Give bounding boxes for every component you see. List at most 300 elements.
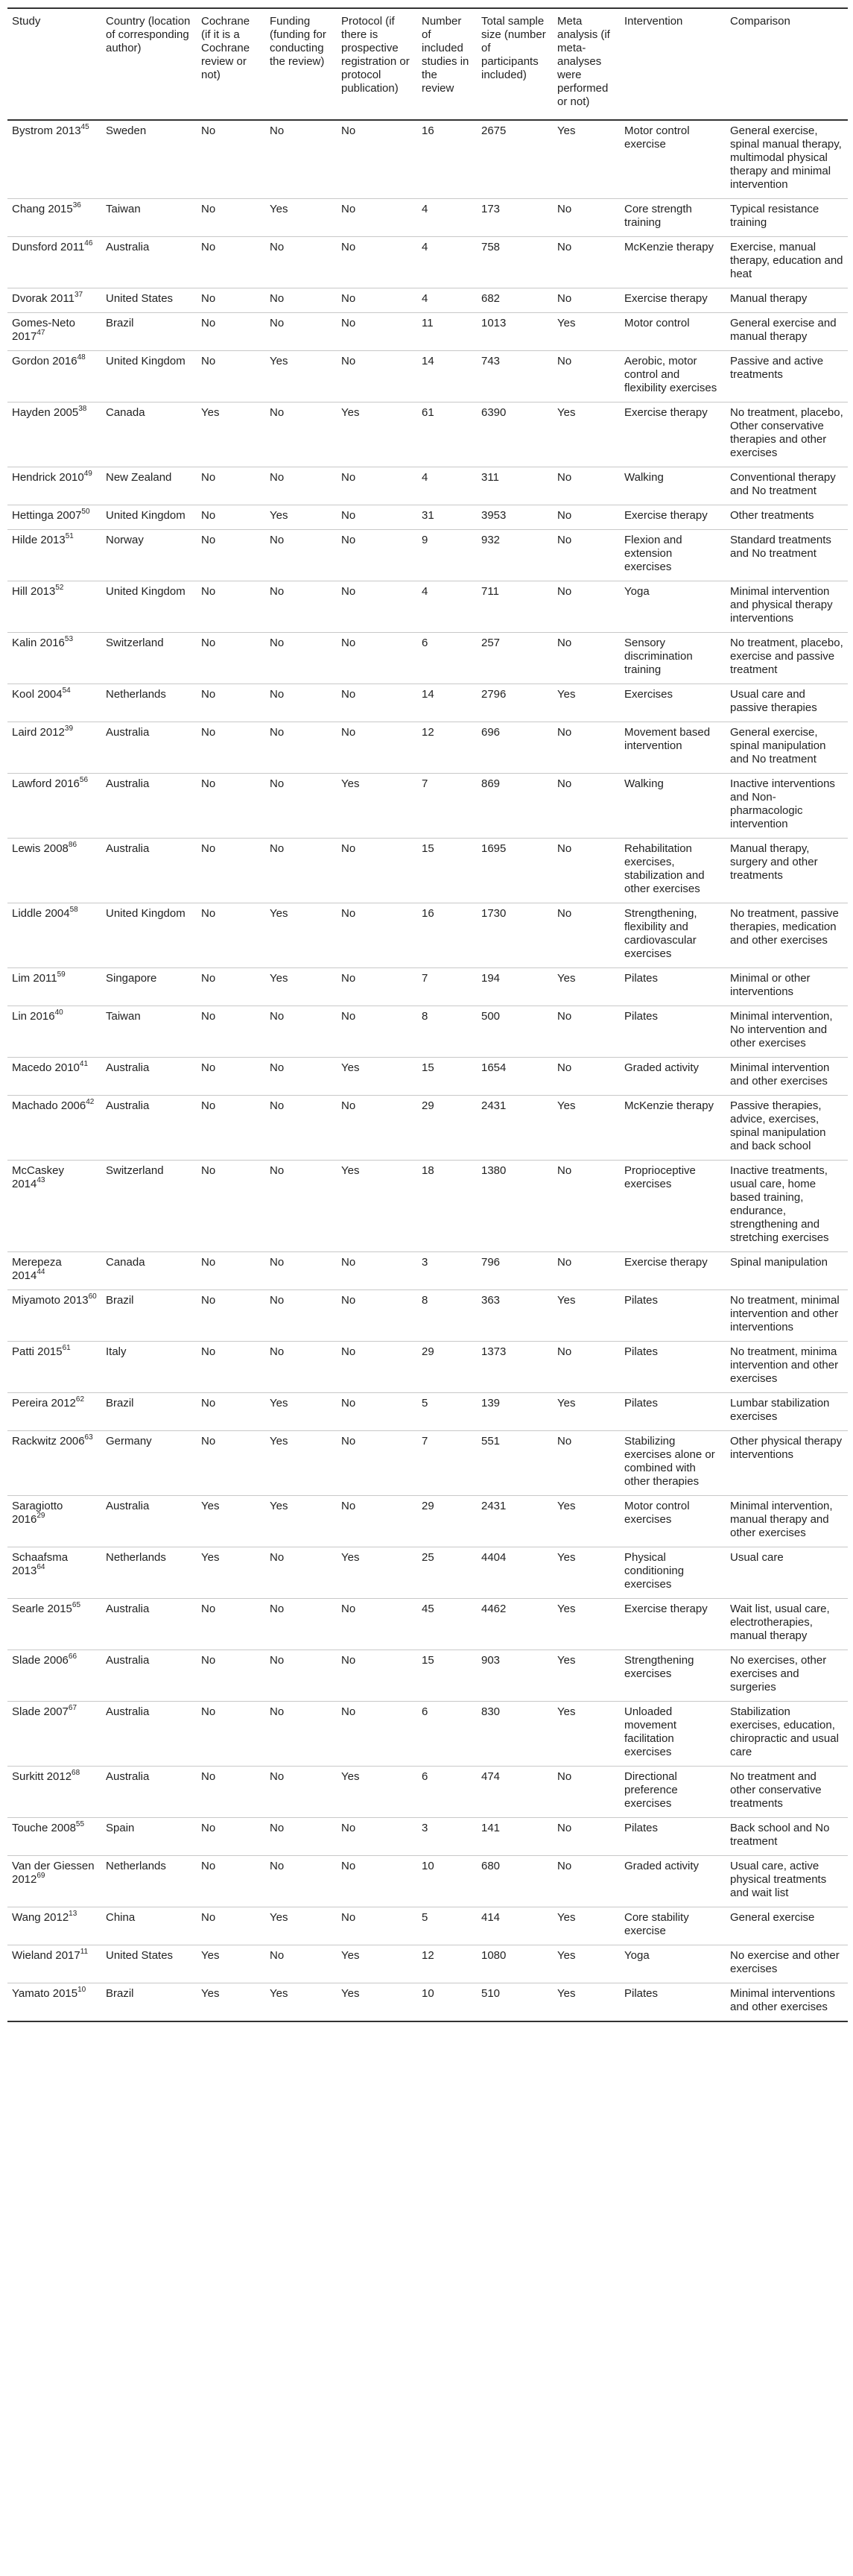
n-studies-cell: 3 [417,1818,477,1856]
cochrane-cell: No [197,1096,265,1161]
table-row [7,1547,848,1599]
sample-cell: 796 [477,1252,553,1290]
comparison-cell: General exercise, spinal manual therapy, multimodal physical therapy and minimal intervention [726,120,848,199]
study-cell [7,402,101,467]
country-cell: Brazil [101,313,197,351]
study-name: Lim 2011 [12,972,57,985]
n-studies-cell: 14 [417,684,477,722]
n-studies-cell: 6 [417,1767,477,1818]
study-name: Dvorak 2011 [12,292,74,305]
meta-cell: No [553,237,620,288]
funding-cell: No [265,402,337,467]
sample-cell: 1654 [477,1058,553,1096]
comparison-cell: Minimal intervention, manual therapy and other exercises [726,1496,848,1547]
table-row [7,505,848,530]
reference-number: 29 [37,1512,45,1520]
cochrane-cell: No [197,237,265,288]
study-name: Van der Giessen 2012 [12,1860,95,1886]
comparison-cell: Back school and No treatment [726,1818,848,1856]
funding-cell: No [265,120,337,199]
meta-cell: No [553,1342,620,1393]
protocol-cell: No [337,313,417,351]
comparison-cell: General exercise [726,1907,848,1945]
funding-cell: No [265,1096,337,1161]
intervention-cell: Strengthening exercises [620,1650,726,1702]
intervention-cell: Pilates [620,1290,726,1342]
sample-cell: 474 [477,1767,553,1818]
comparison-cell: Conventional therapy and No treatment [726,467,848,505]
country-cell: Canada [101,402,197,467]
table-row [7,199,848,237]
meta-cell: Yes [553,1547,620,1599]
table-row [7,1431,848,1496]
country-cell: Brazil [101,1983,197,2022]
n-studies-cell: 12 [417,1945,477,1983]
comparison-cell: Minimal intervention and other exercises [726,1058,848,1096]
reference-number: 42 [86,1098,95,1106]
comparison-cell: Minimal interventions and other exercises [726,1983,848,2022]
funding-cell: No [265,774,337,839]
sample-cell: 311 [477,467,553,505]
header-cell: Total sample size (number of participants included) [477,8,553,120]
header-cell: Comparison [726,8,848,120]
intervention-cell: Exercise therapy [620,505,726,530]
study-name: Kool 2004 [12,688,63,701]
study-name: Hettinga 2007 [12,509,82,522]
comparison-cell: Minimal intervention, No intervention and other exercises [726,1006,848,1058]
comparison-cell: Wait list, usual care, electrotherapies, manual therapy [726,1599,848,1650]
meta-cell: Yes [553,1702,620,1767]
comparison-cell: No treatment, placebo, exercise and passive treatment [726,633,848,684]
reference-number: 39 [64,724,74,733]
sample-cell: 696 [477,722,553,774]
country-cell: Australia [101,1496,197,1547]
sample-cell: 141 [477,1818,553,1856]
intervention-cell: Movement based intervention [620,722,726,774]
funding-cell: No [265,1767,337,1818]
protocol-cell: No [337,1096,417,1161]
study-cell [7,684,101,722]
n-studies-cell: 3 [417,1252,477,1290]
sample-cell: 830 [477,1702,553,1767]
cochrane-cell: No [197,1252,265,1290]
study-cell [7,633,101,684]
comparison-cell: No treatment, minimal intervention and other interventions [726,1290,848,1342]
country-cell: Spain [101,1818,197,1856]
meta-cell: Yes [553,1907,620,1945]
study-cell [7,1702,101,1767]
n-studies-cell: 29 [417,1342,477,1393]
country-cell: Australia [101,1096,197,1161]
reference-number: 49 [83,470,92,478]
cochrane-cell: No [197,530,265,581]
country-cell: United Kingdom [101,505,197,530]
protocol-cell: No [337,1252,417,1290]
meta-cell: No [553,839,620,903]
protocol-cell: Yes [337,1547,417,1599]
cochrane-cell: No [197,774,265,839]
cochrane-cell: No [197,467,265,505]
protocol-cell: No [337,120,417,199]
reference-number: 56 [79,776,89,784]
study-name: Kalin 2016 [12,637,65,649]
cochrane-cell: No [197,1856,265,1907]
comparison-cell: Exercise, manual therapy, education and heat [726,237,848,288]
cochrane-cell: No [197,1650,265,1702]
comparison-cell: Minimal or other interventions [726,968,848,1006]
table-row [7,903,848,968]
sample-cell: 363 [477,1290,553,1342]
study-cell [7,1342,101,1393]
meta-cell: Yes [553,1983,620,2022]
study-name: Liddle 2004 [12,907,70,920]
intervention-cell: Graded activity [620,1058,726,1096]
reference-number: 38 [78,405,87,413]
sample-cell: 2675 [477,120,553,199]
intervention-cell: Walking [620,467,726,505]
n-studies-cell: 4 [417,288,477,313]
study-cell [7,1547,101,1599]
intervention-cell: Graded activity [620,1856,726,1907]
reference-number: 65 [72,1601,81,1609]
n-studies-cell: 12 [417,722,477,774]
header-cell: Meta analysis (if meta-analyses were performed or not) [553,8,620,120]
study-cell [7,120,101,199]
protocol-cell: No [337,1856,417,1907]
country-cell: United Kingdom [101,581,197,633]
table-row [7,633,848,684]
study-name: Wang 2012 [12,1911,69,1924]
study-name: Miyamoto 2013 [12,1294,89,1307]
intervention-cell: McKenzie therapy [620,237,726,288]
n-studies-cell: 29 [417,1096,477,1161]
study-cell [7,1983,101,2022]
header-cell: Intervention [620,8,726,120]
sample-cell: 1730 [477,903,553,968]
funding-cell: Yes [265,1393,337,1431]
table-row [7,968,848,1006]
n-studies-cell: 7 [417,774,477,839]
study-name: Saragiotto 2016 [12,1500,63,1526]
comparison-cell: No exercise and other exercises [726,1945,848,1983]
intervention-cell: Exercise therapy [620,1599,726,1650]
protocol-cell: No [337,467,417,505]
funding-cell: No [265,1945,337,1983]
protocol-cell: Yes [337,1058,417,1096]
protocol-cell: No [337,684,417,722]
protocol-cell: Yes [337,402,417,467]
meta-cell: No [553,1767,620,1818]
funding-cell: No [265,1058,337,1096]
sample-cell: 1695 [477,839,553,903]
sample-cell: 1080 [477,1945,553,1983]
funding-cell: Yes [265,1431,337,1496]
comparison-cell: Manual therapy, surgery and other treatments [726,839,848,903]
comparison-cell: Typical resistance training [726,199,848,237]
meta-cell: No [553,288,620,313]
study-name: Hayden 2005 [12,406,79,419]
n-studies-cell: 9 [417,530,477,581]
funding-cell: Yes [265,505,337,530]
protocol-cell: No [337,1342,417,1393]
cochrane-cell: No [197,1431,265,1496]
meta-cell: No [553,633,620,684]
meta-cell: No [553,1856,620,1907]
study-name: Macedo 2010 [12,1061,80,1074]
cochrane-cell: No [197,1058,265,1096]
table-row [7,1161,848,1252]
sample-cell: 903 [477,1650,553,1702]
protocol-cell: Yes [337,1767,417,1818]
reference-number: 41 [79,1060,89,1068]
sample-cell: 139 [477,1393,553,1431]
meta-cell: Yes [553,1599,620,1650]
study-cell [7,968,101,1006]
meta-cell: No [553,530,620,581]
reference-number: 63 [84,1433,93,1442]
header-cell: Number of included studies in the review [417,8,477,120]
intervention-cell: Proprioceptive exercises [620,1161,726,1252]
country-cell: Australia [101,774,197,839]
reference-number: 10 [77,1986,86,1994]
protocol-cell: No [337,1431,417,1496]
country-cell: United States [101,288,197,313]
study-name: Searle 2015 [12,1603,72,1615]
comparison-cell: Inactive treatments, usual care, home based training, endurance, strengthening and stretching exercises [726,1161,848,1252]
country-cell: Sweden [101,120,197,199]
protocol-cell: No [337,722,417,774]
cochrane-cell: Yes [197,1945,265,1983]
cochrane-cell: No [197,968,265,1006]
sample-cell: 414 [477,1907,553,1945]
protocol-cell: No [337,237,417,288]
n-studies-cell: 7 [417,1431,477,1496]
table-row [7,1393,848,1431]
study-name: Gomes-Neto 2017 [12,317,76,343]
table-row [7,581,848,633]
cochrane-cell: No [197,1393,265,1431]
table-row [7,1907,848,1945]
intervention-cell: Pilates [620,968,726,1006]
comparison-cell: Spinal manipulation [726,1252,848,1290]
funding-cell: No [265,530,337,581]
n-studies-cell: 16 [417,120,477,199]
study-name: Lin 2016 [12,1010,55,1023]
reference-number: 48 [77,353,86,362]
study-name: Hilde 2013 [12,534,66,546]
study-name: Dunsford 2011 [12,241,85,253]
study-name: Lewis 2008 [12,842,69,855]
country-cell: Norway [101,530,197,581]
cochrane-cell: No [197,313,265,351]
comparison-cell: No treatment and other conservative treatments [726,1767,848,1818]
intervention-cell: Exercise therapy [620,288,726,313]
funding-cell: No [265,467,337,505]
country-cell: Italy [101,1342,197,1393]
study-name: Wieland 2017 [12,1949,80,1962]
protocol-cell: No [337,1006,417,1058]
meta-cell: Yes [553,120,620,199]
protocol-cell: Yes [337,1983,417,2022]
n-studies-cell: 15 [417,839,477,903]
cochrane-cell: No [197,1818,265,1856]
n-studies-cell: 4 [417,199,477,237]
sample-cell: 2431 [477,1096,553,1161]
country-cell: Taiwan [101,199,197,237]
table-row [7,402,848,467]
comparison-cell: Stabilization exercises, education, chiropractic and usual care [726,1702,848,1767]
sample-cell: 682 [477,288,553,313]
meta-cell: Yes [553,968,620,1006]
comparison-cell: Manual therapy [726,288,848,313]
n-studies-cell: 4 [417,581,477,633]
header-cell: Cochrane (if it is a Cochrane review or not) [197,8,265,120]
meta-cell: No [553,1252,620,1290]
study-cell [7,1767,101,1818]
funding-cell: No [265,237,337,288]
cochrane-cell: No [197,722,265,774]
sample-cell: 510 [477,1983,553,2022]
funding-cell: No [265,313,337,351]
study-cell [7,1818,101,1856]
country-cell: Brazil [101,1290,197,1342]
country-cell: Australia [101,1767,197,1818]
study-name: Slade 2007 [12,1705,69,1718]
study-name: Gordon 2016 [12,355,77,367]
country-cell: United States [101,1945,197,1983]
country-cell: Netherlands [101,1856,197,1907]
cochrane-cell: No [197,1342,265,1393]
meta-cell: Yes [553,1290,620,1342]
study-cell [7,351,101,402]
table-row [7,722,848,774]
study-cell [7,774,101,839]
protocol-cell: No [337,1599,417,1650]
study-name: Schaafsma 2013 [12,1551,69,1577]
n-studies-cell: 16 [417,903,477,968]
funding-cell: No [265,839,337,903]
comparison-cell: Passive and active treatments [726,351,848,402]
reference-number: 43 [37,1176,45,1184]
intervention-cell: Aerobic, motor control and flexibility exercises [620,351,726,402]
reference-number: 66 [68,1652,77,1661]
country-cell: Switzerland [101,633,197,684]
meta-cell: No [553,467,620,505]
intervention-cell: Yoga [620,581,726,633]
sample-cell: 2796 [477,684,553,722]
cochrane-cell: No [197,199,265,237]
study-cell [7,1496,101,1547]
reference-number: 46 [84,239,93,247]
funding-cell: No [265,722,337,774]
meta-cell: No [553,903,620,968]
country-cell: Singapore [101,968,197,1006]
intervention-cell: Exercises [620,684,726,722]
cochrane-cell: No [197,120,265,199]
n-studies-cell: 6 [417,1702,477,1767]
study-cell [7,1058,101,1096]
comparison-cell: No treatment, placebo, Other conservative therapies and other exercises [726,402,848,467]
funding-cell: No [265,1252,337,1290]
country-cell: China [101,1907,197,1945]
funding-cell: No [265,1290,337,1342]
reference-number: 86 [68,841,77,849]
intervention-cell: Rehabilitation exercises, stabilization and other exercises [620,839,726,903]
table-row [7,839,848,903]
meta-cell: Yes [553,313,620,351]
meta-cell: Yes [553,1650,620,1702]
intervention-cell: Yoga [620,1945,726,1983]
cochrane-cell: Yes [197,1496,265,1547]
country-cell: Germany [101,1431,197,1496]
study-name: Pereira 2012 [12,1397,76,1409]
n-studies-cell: 10 [417,1856,477,1907]
study-cell [7,288,101,313]
intervention-cell: Motor control exercises [620,1496,726,1547]
cochrane-cell: No [197,1599,265,1650]
meta-cell: No [553,581,620,633]
study-name: McCaskey 2014 [12,1164,65,1190]
protocol-cell: No [337,1650,417,1702]
header-cell: Country (location of corresponding author) [101,8,197,120]
country-cell: Netherlands [101,1547,197,1599]
comparison-cell: No treatment, minima intervention and other exercises [726,1342,848,1393]
comparison-cell: Usual care [726,1547,848,1599]
n-studies-cell: 7 [417,968,477,1006]
intervention-cell: Stabilizing exercises alone or combined with other therapies [620,1431,726,1496]
protocol-cell: No [337,633,417,684]
comparison-cell: Inactive interventions and Non-pharmacologic intervention [726,774,848,839]
intervention-cell: Exercise therapy [620,402,726,467]
intervention-cell: Sensory discrimination training [620,633,726,684]
protocol-cell: No [337,1393,417,1431]
sample-cell: 1013 [477,313,553,351]
study-name: Machado 2006 [12,1099,86,1112]
study-name: Patti 2015 [12,1345,63,1358]
funding-cell: No [265,1650,337,1702]
reference-number: 60 [88,1292,97,1301]
table-row [7,684,848,722]
intervention-cell: Pilates [620,1818,726,1856]
table-row [7,120,848,199]
country-cell: Netherlands [101,684,197,722]
meta-cell: No [553,505,620,530]
study-cell [7,313,101,351]
table-row [7,1342,848,1393]
intervention-cell: Pilates [620,1342,726,1393]
table-row [7,1058,848,1096]
meta-cell: Yes [553,1393,620,1431]
header-row [7,8,848,120]
reference-number: 67 [68,1704,77,1712]
comparison-cell: Usual care, active physical treatments and wait list [726,1856,848,1907]
cochrane-cell: Yes [197,402,265,467]
study-name: Chang 2015 [12,203,73,215]
sample-cell: 743 [477,351,553,402]
meta-cell: Yes [553,402,620,467]
n-studies-cell: 8 [417,1290,477,1342]
study-name: Touche 2008 [12,1822,76,1834]
sample-cell: 3953 [477,505,553,530]
study-cell [7,1252,101,1290]
reference-number: 11 [80,1948,89,1956]
n-studies-cell: 14 [417,351,477,402]
n-studies-cell: 6 [417,633,477,684]
study-name: Bystrom 2013 [12,124,81,137]
comparison-cell: No exercises, other exercises and surgeries [726,1650,848,1702]
n-studies-cell: 4 [417,467,477,505]
study-cell [7,1945,101,1983]
